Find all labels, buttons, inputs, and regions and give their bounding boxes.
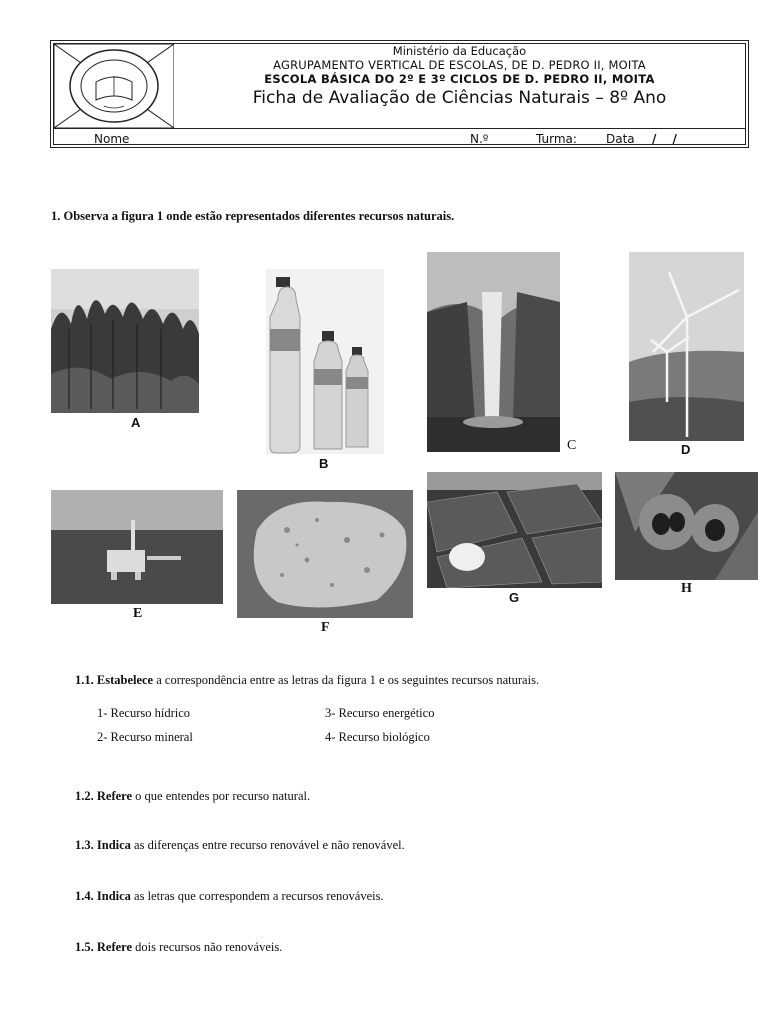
school-group-line: AGRUPAMENTO VERTICAL DE ESCOLAS, DE D. PEDRO II, MOITA [273,58,646,72]
date-slashes: / / [652,132,683,146]
question-verb: Indica [96,889,131,903]
question-number: 1.5. [75,940,94,954]
school-logo [54,44,174,128]
image-rock [237,490,413,618]
image-waterfall [427,252,560,452]
image-label-b: B [319,456,329,471]
image-label-d: D [681,442,691,457]
question-verb: Indica [96,838,131,852]
class-label: Turma: [536,132,577,146]
question-1-1 [75,673,539,688]
image-label-h: H [681,581,692,596]
resource-option-1: 1- Recurso hídrico [97,706,191,720]
image-label-c: C [567,438,577,453]
date-label: Data [606,132,635,146]
number-label: N.º [470,132,489,146]
image-label-a: A [131,415,141,430]
student-info-row [54,128,745,149]
image-label-f: F [321,620,330,635]
question-1-3 [75,838,405,853]
image-water-bottles [266,269,384,454]
question-text: dois recursos não renováveis. [132,940,283,954]
question-1-2 [75,789,310,804]
resource-option-2: 2- Recurso mineral [97,730,193,744]
question-text: a correspondência entre as letras da figura 1 e os seguintes recursos naturais. [153,673,540,687]
image-solar-panels [427,472,602,588]
question-number: 1.2. [75,789,94,803]
image-label-e: E [133,606,143,621]
resource-option-3: 3- Recurso energético [325,706,435,720]
resource-option-4: 4- Recurso biológico [325,730,430,744]
image-oil-platform [51,490,223,604]
question-number: 1.4. [75,889,94,903]
school-name-line: ESCOLA BÁSICA DO 2º E 3º CICLOS DE D. PEDRO II, MOITA [264,72,655,86]
worksheet-title: Ficha de Avaliação de Ciências Naturais – 8º Ano [252,88,667,108]
number-field[interactable] [494,144,520,145]
question-text: o que entendes por recurso natural. [132,789,311,803]
question-verb: Refere [96,940,133,954]
question-number: 1.3. [75,838,94,852]
image-wind-turbines [629,252,744,441]
question-1-5 [75,940,282,955]
name-label: Nome [94,132,130,146]
question-number: 1.1. [75,673,94,687]
ministry-line: Ministério da Educação [392,44,527,58]
image-chestnuts [615,472,758,580]
question-verb: Refere [96,789,133,803]
question-verb: Estabelece [96,673,154,687]
name-field[interactable] [136,144,466,145]
question-text: as letras que correspondem a recursos renováveis. [130,889,384,903]
question-1-heading: 1. Observa a figura 1 onde estão representados diferentes recursos naturais. [51,209,455,223]
image-forest [51,269,199,413]
question-text: as diferenças entre recurso renovável e não renovável. [130,838,405,852]
header-box [50,40,749,148]
image-label-g: G [509,590,520,605]
question-1-4 [75,889,384,904]
